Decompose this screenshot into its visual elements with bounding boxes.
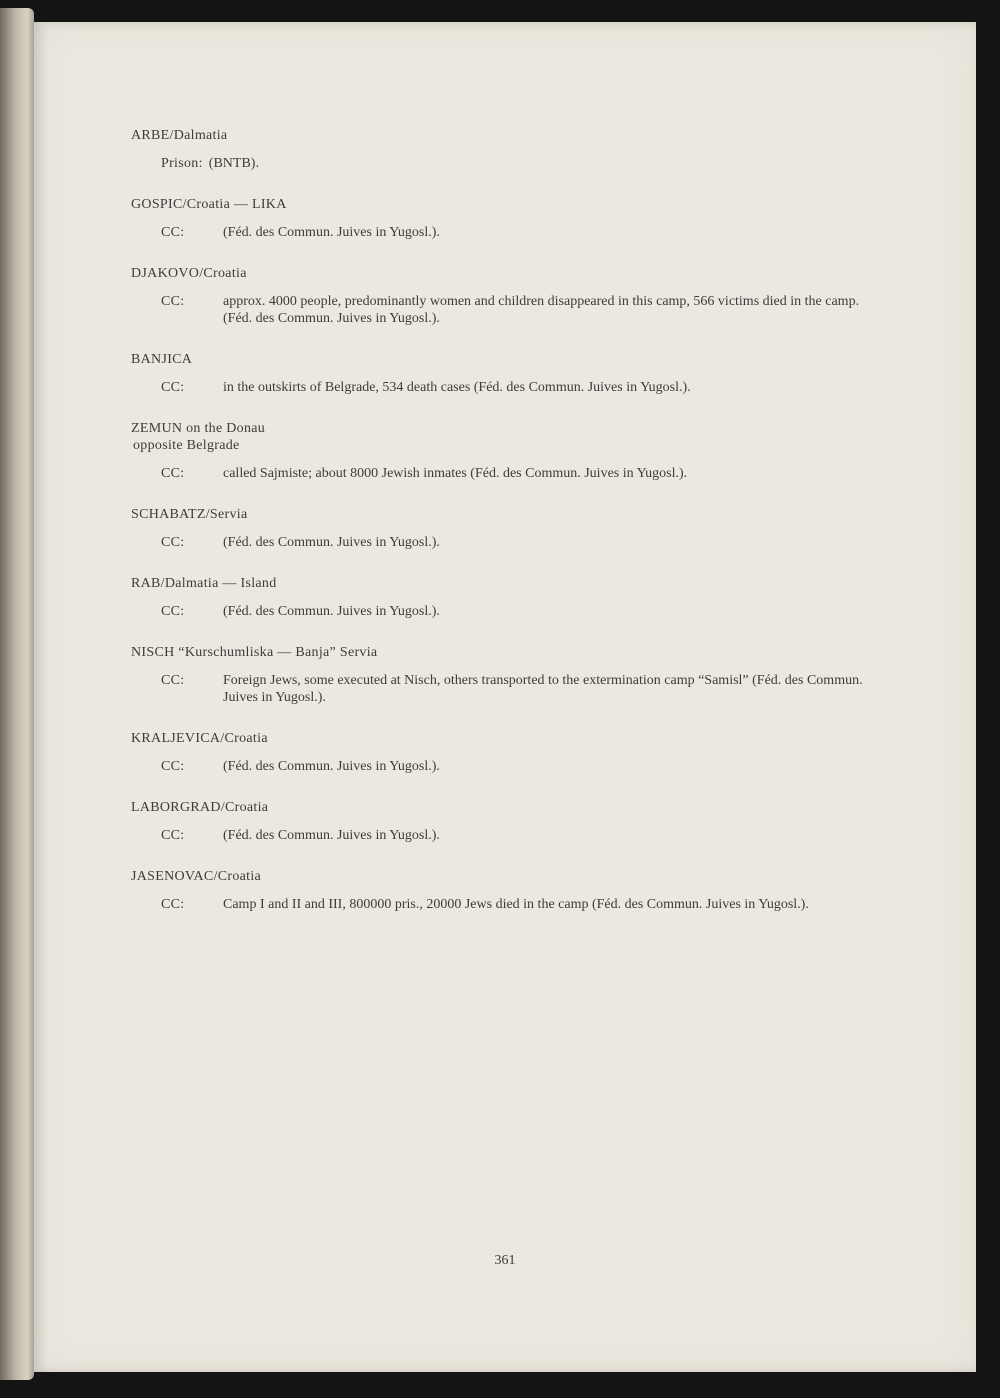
entry-location [131,575,891,592]
entry-djakovo [131,265,891,327]
entry-banjica [131,351,891,396]
entry-text: approx. 4000 people, predominantly women and children disappeared in this camp, 566 victims died in the camp. (Féd. des Commun. Juives in Yugosl.). [223,294,860,326]
entry-location [131,868,891,885]
entry-jasenovac [131,868,891,913]
entry-detail [131,293,891,327]
entry-location [131,196,891,213]
entry-label: CC: [161,897,185,912]
entry-arbe [131,127,891,172]
entry-laborgrad [131,799,891,844]
entry-schabatz [131,506,891,551]
facing-page-edge [0,8,34,1380]
entry-label: CC: [161,673,185,688]
entry-detail [131,465,891,482]
entry-nisch [131,644,891,706]
location-name: RAB/Dalmatia — Island [131,576,277,591]
entry-text: in the outskirts of Belgrade, 534 death cases (Féd. des Commun. Juives in Yugosl.). [223,380,691,395]
entry-text: (Féd. des Commun. Juives in Yugosl.). [223,759,440,774]
entry-detail [131,896,891,913]
entry-detail [131,534,891,551]
location-name: ARBE/Dalmatia [131,128,228,143]
entry-location [131,127,891,144]
entry-rab [131,575,891,620]
location-name: SCHABATZ/Servia [131,507,248,522]
entry-location [131,265,891,282]
location-name: KRALJEVICA/Croatia [131,731,268,746]
entry-detail [131,603,891,620]
entry-label: CC: [161,604,185,619]
entry-label: CC: [161,828,185,843]
entry-detail [131,224,891,241]
location-name: NISCH “Kurschumliska — Banja” Servia [131,645,378,660]
entry-text: (Féd. des Commun. Juives in Yugosl.). [223,225,440,240]
entry-label: CC: [161,225,185,240]
entry-text: called Sajmiste; about 8000 Jewish inmates (Féd. des Commun. Juives in Yugosl.). [223,466,688,481]
entry-text: (Féd. des Commun. Juives in Yugosl.). [223,535,440,550]
location-name: DJAKOVO/Croatia [131,266,247,281]
entry-location [131,730,891,747]
entry-zemun [131,420,891,482]
entry-detail [131,672,891,706]
entry-location [131,644,891,661]
location-name: ZEMUN on the Donau [131,421,266,436]
location-name: LABORGRAD/Croatia [131,800,269,815]
entry-location [131,420,891,454]
entry-location [131,351,891,368]
entry-text: (Féd. des Commun. Juives in Yugosl.). [223,828,440,843]
entry-text: Foreign Jews, some executed at Nisch, others transported to the extermination camp “Samisl” (Féd. des Commun. Juives in Yugosl.). [223,673,863,705]
entry-detail [131,155,891,172]
location-name: JASENOVAC/Croatia [131,869,262,884]
page-number: 361 [494,1253,516,1268]
location-subtitle: opposite Belgrade [133,438,240,453]
book-page [34,22,976,1372]
entry-label: CC: [161,380,185,395]
location-name: GOSPIC/Croatia — LIKA [131,197,287,212]
entry-detail [131,758,891,775]
entry-label: CC: [161,294,185,309]
entry-label: Prison: [161,156,203,171]
entry-label: CC: [161,535,185,550]
entry-text: Camp I and II and III, 800000 pris., 20000 Jews died in the camp (Féd. des Commun. Juives in Yugosl.). [223,897,809,912]
entry-label: CC: [161,466,185,481]
entry-list [131,127,891,937]
entry-detail [131,827,891,844]
entry-text: (Féd. des Commun. Juives in Yugosl.). [223,604,440,619]
entry-detail [131,379,891,396]
entry-location [131,799,891,816]
entry-label: CC: [161,759,185,774]
location-name: BANJICA [131,352,193,367]
entry-kraljevica [131,730,891,775]
entry-gospic [131,196,891,241]
entry-location [131,506,891,523]
entry-text: (BNTB). [208,156,259,171]
